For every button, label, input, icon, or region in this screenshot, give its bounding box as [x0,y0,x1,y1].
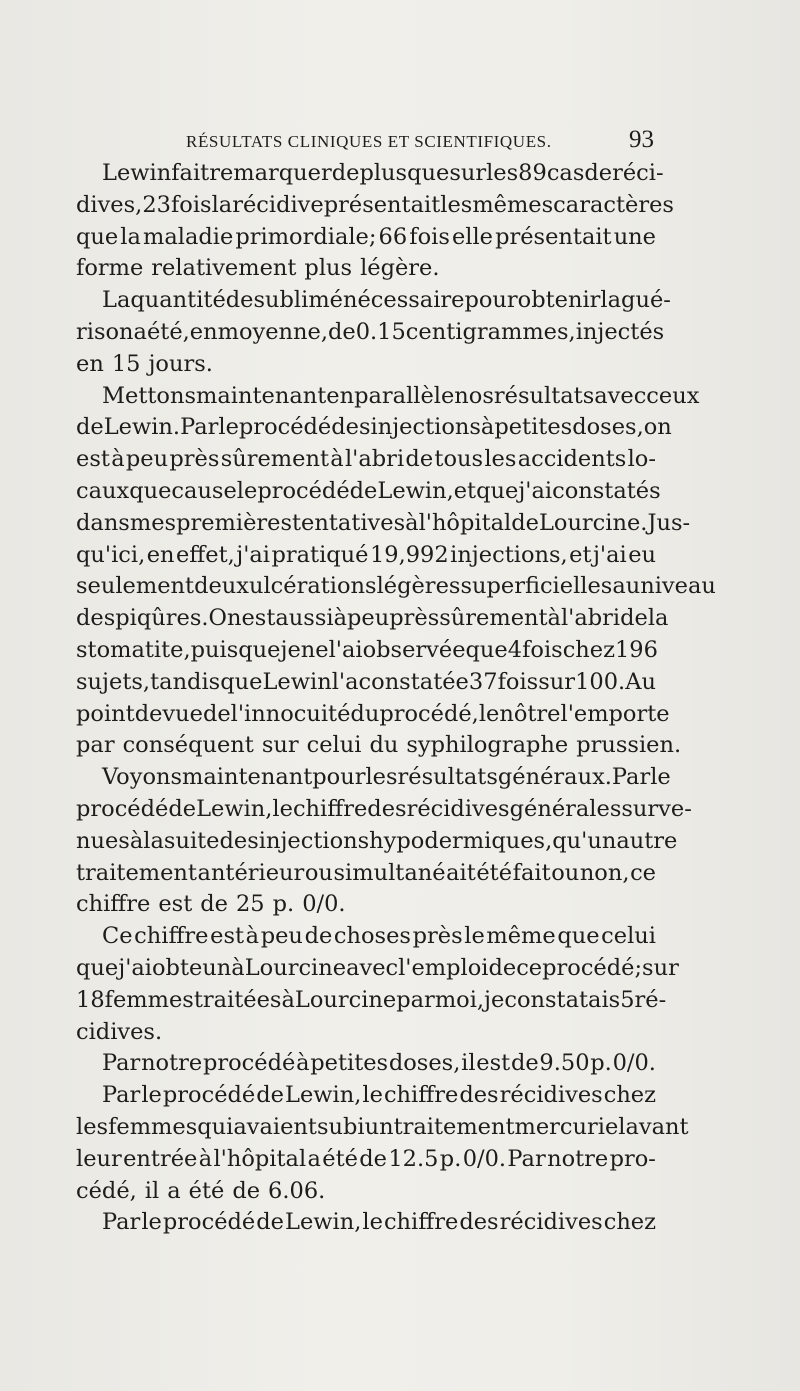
text-line: les femmes qui avaient subi un traitement mercuriel avant [76,1113,689,1140]
text-line: Par le procédé de Lewin, le chiffre des récidives chez [102,1209,656,1236]
text-line: seulement deux ulcérations légères superficielles au niveau [76,573,716,600]
text-line: chiffre est de 25 p. 0/0. [76,891,346,918]
text-line: sujets, tandis que Lewin l'a constatée 37 fois sur 100. Au [76,668,656,695]
text-line: qu'ici, en effet, j'ai pratiqué 19,992 injections, et j'ai eu [76,541,656,568]
text-line: leur entrée à l'hôpital a été de 12.5 p. 0/0. Par notre pro- [76,1145,656,1172]
text-line: stomatite, puisque je ne l'ai observée que 4 fois chez 196 [76,636,658,663]
running-head [76,126,656,156]
text-line: caux que cause le procédé de Lewin, et que j'ai constatés [76,477,661,504]
text-line: par conséquent sur celui du syphilographe prussien. [76,732,682,759]
text-line: est à peu près sûrement à l'abri de tous les accidents lo- [76,446,656,473]
text-line: dives, 23 fois la récidive présentait les mêmes caractères [76,191,674,218]
text-line: rison a été, en moyenne, de 0.15 centigrammes, injectés [76,318,665,345]
text-line: Voyons maintenant pour les résultats généraux. Par le [102,764,671,791]
text-line: Lewin fait remarquer de plus que sur les 89 cas de réci- [102,160,664,186]
text-line: que la maladie primordiale; 66 fois elle présentait une [76,223,656,250]
text-line: nues à la suite des injections hypodermiques, qu'un autre [76,827,678,854]
text-line: Par le procédé de Lewin, le chiffre des récidives chez [102,1082,656,1109]
text-line: des piqûres. On est aussi à peu près sûrement à l'abri de la [76,605,669,632]
text-line: cidives. [76,1018,163,1045]
text-line: procédé de Lewin, le chiffre des récidives générales surve- [76,795,692,822]
text-line: Par notre procédé à petites doses, il est de 9.50 p. 0/0. [102,1050,656,1077]
text-line: en 15 jours. [76,350,213,377]
page-number: 93 [629,126,654,153]
text-line: cédé, il a été de 6.06. [76,1177,326,1204]
text-line: de Lewin. Par le procédé des injections à petites doses, on [76,414,672,441]
running-title: RÉSULTATS CLINIQUES ET SCIENTIFIQUES. [186,132,552,151]
text-line: traitement antérieur ou simultané ait été fait ou non, ce [76,859,656,886]
text-line: point de vue de l'innocuité du procédé, le nôtre l'emporte [76,700,670,727]
text-line: forme relativement plus légère. [76,255,440,282]
body-text [76,158,716,1239]
text-line: La quantité de sublimé nécessaire pour obtenir la gué- [102,287,671,314]
text-line: dans mes premières tentatives à l'hôpital de Lourcine. Jus- [76,509,691,536]
text-line: que j'ai obteun à Lourcine avec l'emploi de ce procédé; sur [76,954,679,981]
text-line: Ce chiffre est à peu de choses près le même que celui [102,923,656,950]
text-line: Mettons maintenant en parallèle nos résultats avec ceux [102,382,700,409]
text-line: 18 femmes traitées à Lourcine par moi, je constatais 5 ré- [76,986,667,1013]
